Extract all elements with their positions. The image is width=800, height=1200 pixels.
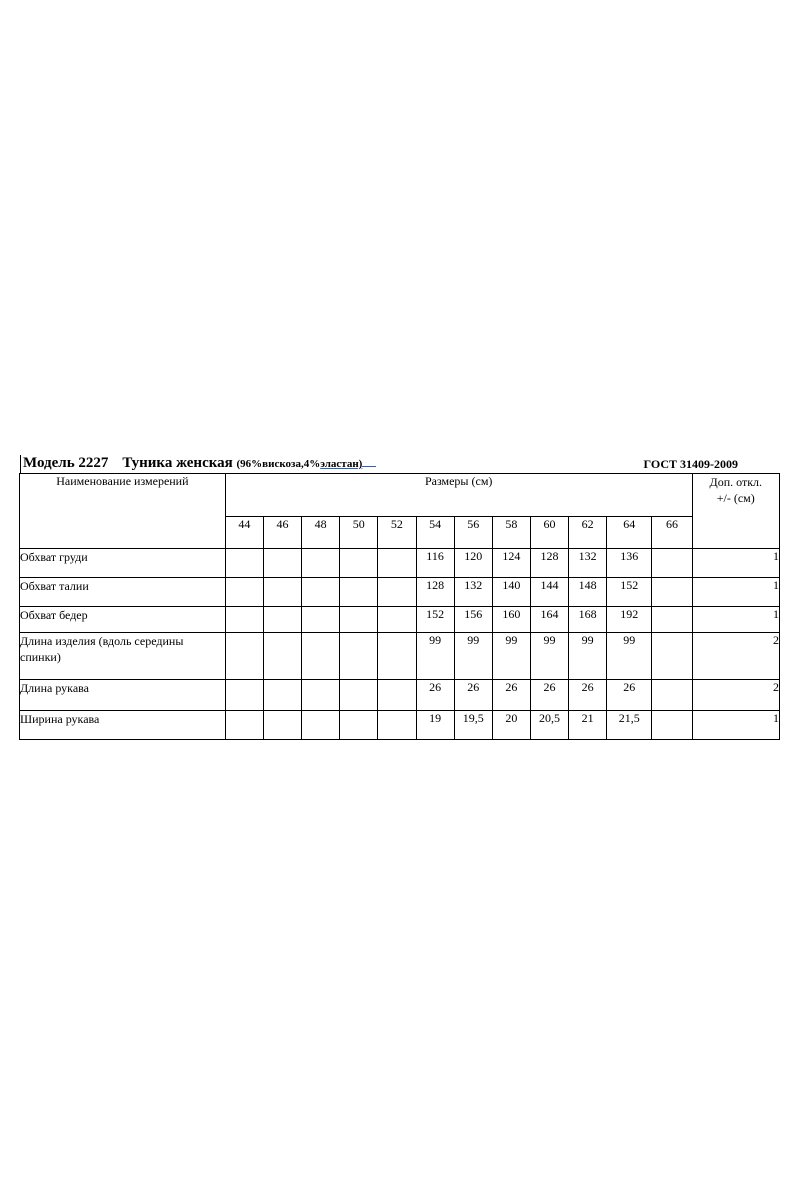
table-cell — [302, 607, 340, 633]
table-cell — [225, 633, 263, 680]
table-row — [20, 549, 780, 578]
measurement-name-header: Наименование измерений — [20, 474, 226, 549]
tolerance-value: 1 — [692, 607, 779, 633]
table-cell: 26 — [492, 680, 530, 711]
table-cell: 99 — [454, 633, 492, 680]
table-row — [20, 680, 780, 711]
size-52: 52 — [378, 517, 416, 549]
table-cell — [302, 711, 340, 740]
table-cell: 99 — [607, 633, 652, 680]
table-cell: 164 — [530, 607, 568, 633]
table-cell: 19 — [416, 711, 454, 740]
table-cell — [263, 633, 301, 680]
size-64: 64 — [607, 517, 652, 549]
table-cell: 26 — [607, 680, 652, 711]
model-label: Модель 2227 — [23, 455, 109, 471]
measurement-name: Обхват талии — [20, 578, 226, 607]
document-header — [20, 455, 741, 473]
table-cell — [652, 549, 692, 578]
table-cell — [652, 633, 692, 680]
table-row — [20, 633, 780, 680]
tolerance-value: 1 — [692, 549, 779, 578]
gost-standard: ГОСТ 31409-2009 — [643, 457, 738, 471]
model-title — [23, 455, 376, 472]
table-cell — [378, 607, 416, 633]
table-cell: 21,5 — [607, 711, 652, 740]
composition: (96%вискоза,4%эластан) — [237, 458, 377, 470]
table-cell — [340, 607, 378, 633]
size-60: 60 — [530, 517, 568, 549]
table-cell — [263, 711, 301, 740]
table-cell — [378, 711, 416, 740]
tolerance-value: 2 — [692, 680, 779, 711]
table-cell — [378, 680, 416, 711]
table-cell — [340, 633, 378, 680]
tolerance-header: Доп. откл. +/- (см) — [692, 474, 779, 549]
table-cell: 99 — [416, 633, 454, 680]
product-name: Туника женская — [122, 455, 233, 471]
measurement-name: Длина рукава — [20, 680, 226, 711]
table-cell — [378, 633, 416, 680]
table-cell: 26 — [530, 680, 568, 711]
measurement-name: Обхват груди — [20, 549, 226, 578]
table-cell — [340, 711, 378, 740]
table-row — [20, 607, 780, 633]
tolerance-value: 1 — [692, 711, 779, 740]
table-cell: 26 — [569, 680, 607, 711]
table-cell — [225, 680, 263, 711]
table-cell: 144 — [530, 578, 568, 607]
table-cell — [225, 607, 263, 633]
table-cell — [340, 578, 378, 607]
table-cell — [302, 680, 340, 711]
table-cell — [652, 680, 692, 711]
table-cell: 160 — [492, 607, 530, 633]
table-cell: 21 — [569, 711, 607, 740]
table-cell — [302, 633, 340, 680]
table-cell: 128 — [416, 578, 454, 607]
table-cell — [652, 607, 692, 633]
table-cell: 99 — [492, 633, 530, 680]
size-46: 46 — [263, 517, 301, 549]
table-cell: 132 — [454, 578, 492, 607]
measurement-name: Ширина рукава — [20, 711, 226, 740]
sizes-header: Размеры (см) — [225, 474, 692, 517]
table-cell: 152 — [607, 578, 652, 607]
table-cell: 132 — [569, 549, 607, 578]
table-cell: 116 — [416, 549, 454, 578]
tolerance-value: 1 — [692, 578, 779, 607]
table-cell: 120 — [454, 549, 492, 578]
table-cell — [263, 578, 301, 607]
size-58: 58 — [492, 517, 530, 549]
table-cell: 140 — [492, 578, 530, 607]
table-cell — [263, 607, 301, 633]
table-cell — [302, 578, 340, 607]
size-56: 56 — [454, 517, 492, 549]
size-chart-table — [19, 473, 780, 740]
measurement-name: Обхват бедер — [20, 607, 226, 633]
size-66: 66 — [652, 517, 692, 549]
table-row — [20, 578, 780, 607]
table-cell: 168 — [569, 607, 607, 633]
table-cell — [652, 578, 692, 607]
table-cell — [340, 549, 378, 578]
table-cell: 20,5 — [530, 711, 568, 740]
size-44: 44 — [225, 517, 263, 549]
table-cell — [378, 549, 416, 578]
size-54: 54 — [416, 517, 454, 549]
table-cell: 26 — [416, 680, 454, 711]
tolerance-value: 2 — [692, 633, 779, 680]
table-cell: 152 — [416, 607, 454, 633]
measurement-name: Длина изделия (вдоль середины спинки) — [20, 633, 226, 680]
table-cell: 20 — [492, 711, 530, 740]
table-cell: 128 — [530, 549, 568, 578]
table-cell: 156 — [454, 607, 492, 633]
table-cell: 99 — [569, 633, 607, 680]
table-cell — [225, 549, 263, 578]
table-cell: 19,5 — [454, 711, 492, 740]
table-cell: 136 — [607, 549, 652, 578]
table-cell — [263, 549, 301, 578]
table-cell: 99 — [530, 633, 568, 680]
table-cell — [340, 680, 378, 711]
size-62: 62 — [569, 517, 607, 549]
table-cell — [378, 578, 416, 607]
table-row — [20, 711, 780, 740]
table-cell: 26 — [454, 680, 492, 711]
table-cell: 192 — [607, 607, 652, 633]
size-50: 50 — [340, 517, 378, 549]
table-cell: 124 — [492, 549, 530, 578]
table-cell — [302, 549, 340, 578]
table-cell — [263, 680, 301, 711]
size-48: 48 — [302, 517, 340, 549]
table-cell — [225, 578, 263, 607]
table-cell: 148 — [569, 578, 607, 607]
table-cell — [652, 711, 692, 740]
table-cell — [225, 711, 263, 740]
